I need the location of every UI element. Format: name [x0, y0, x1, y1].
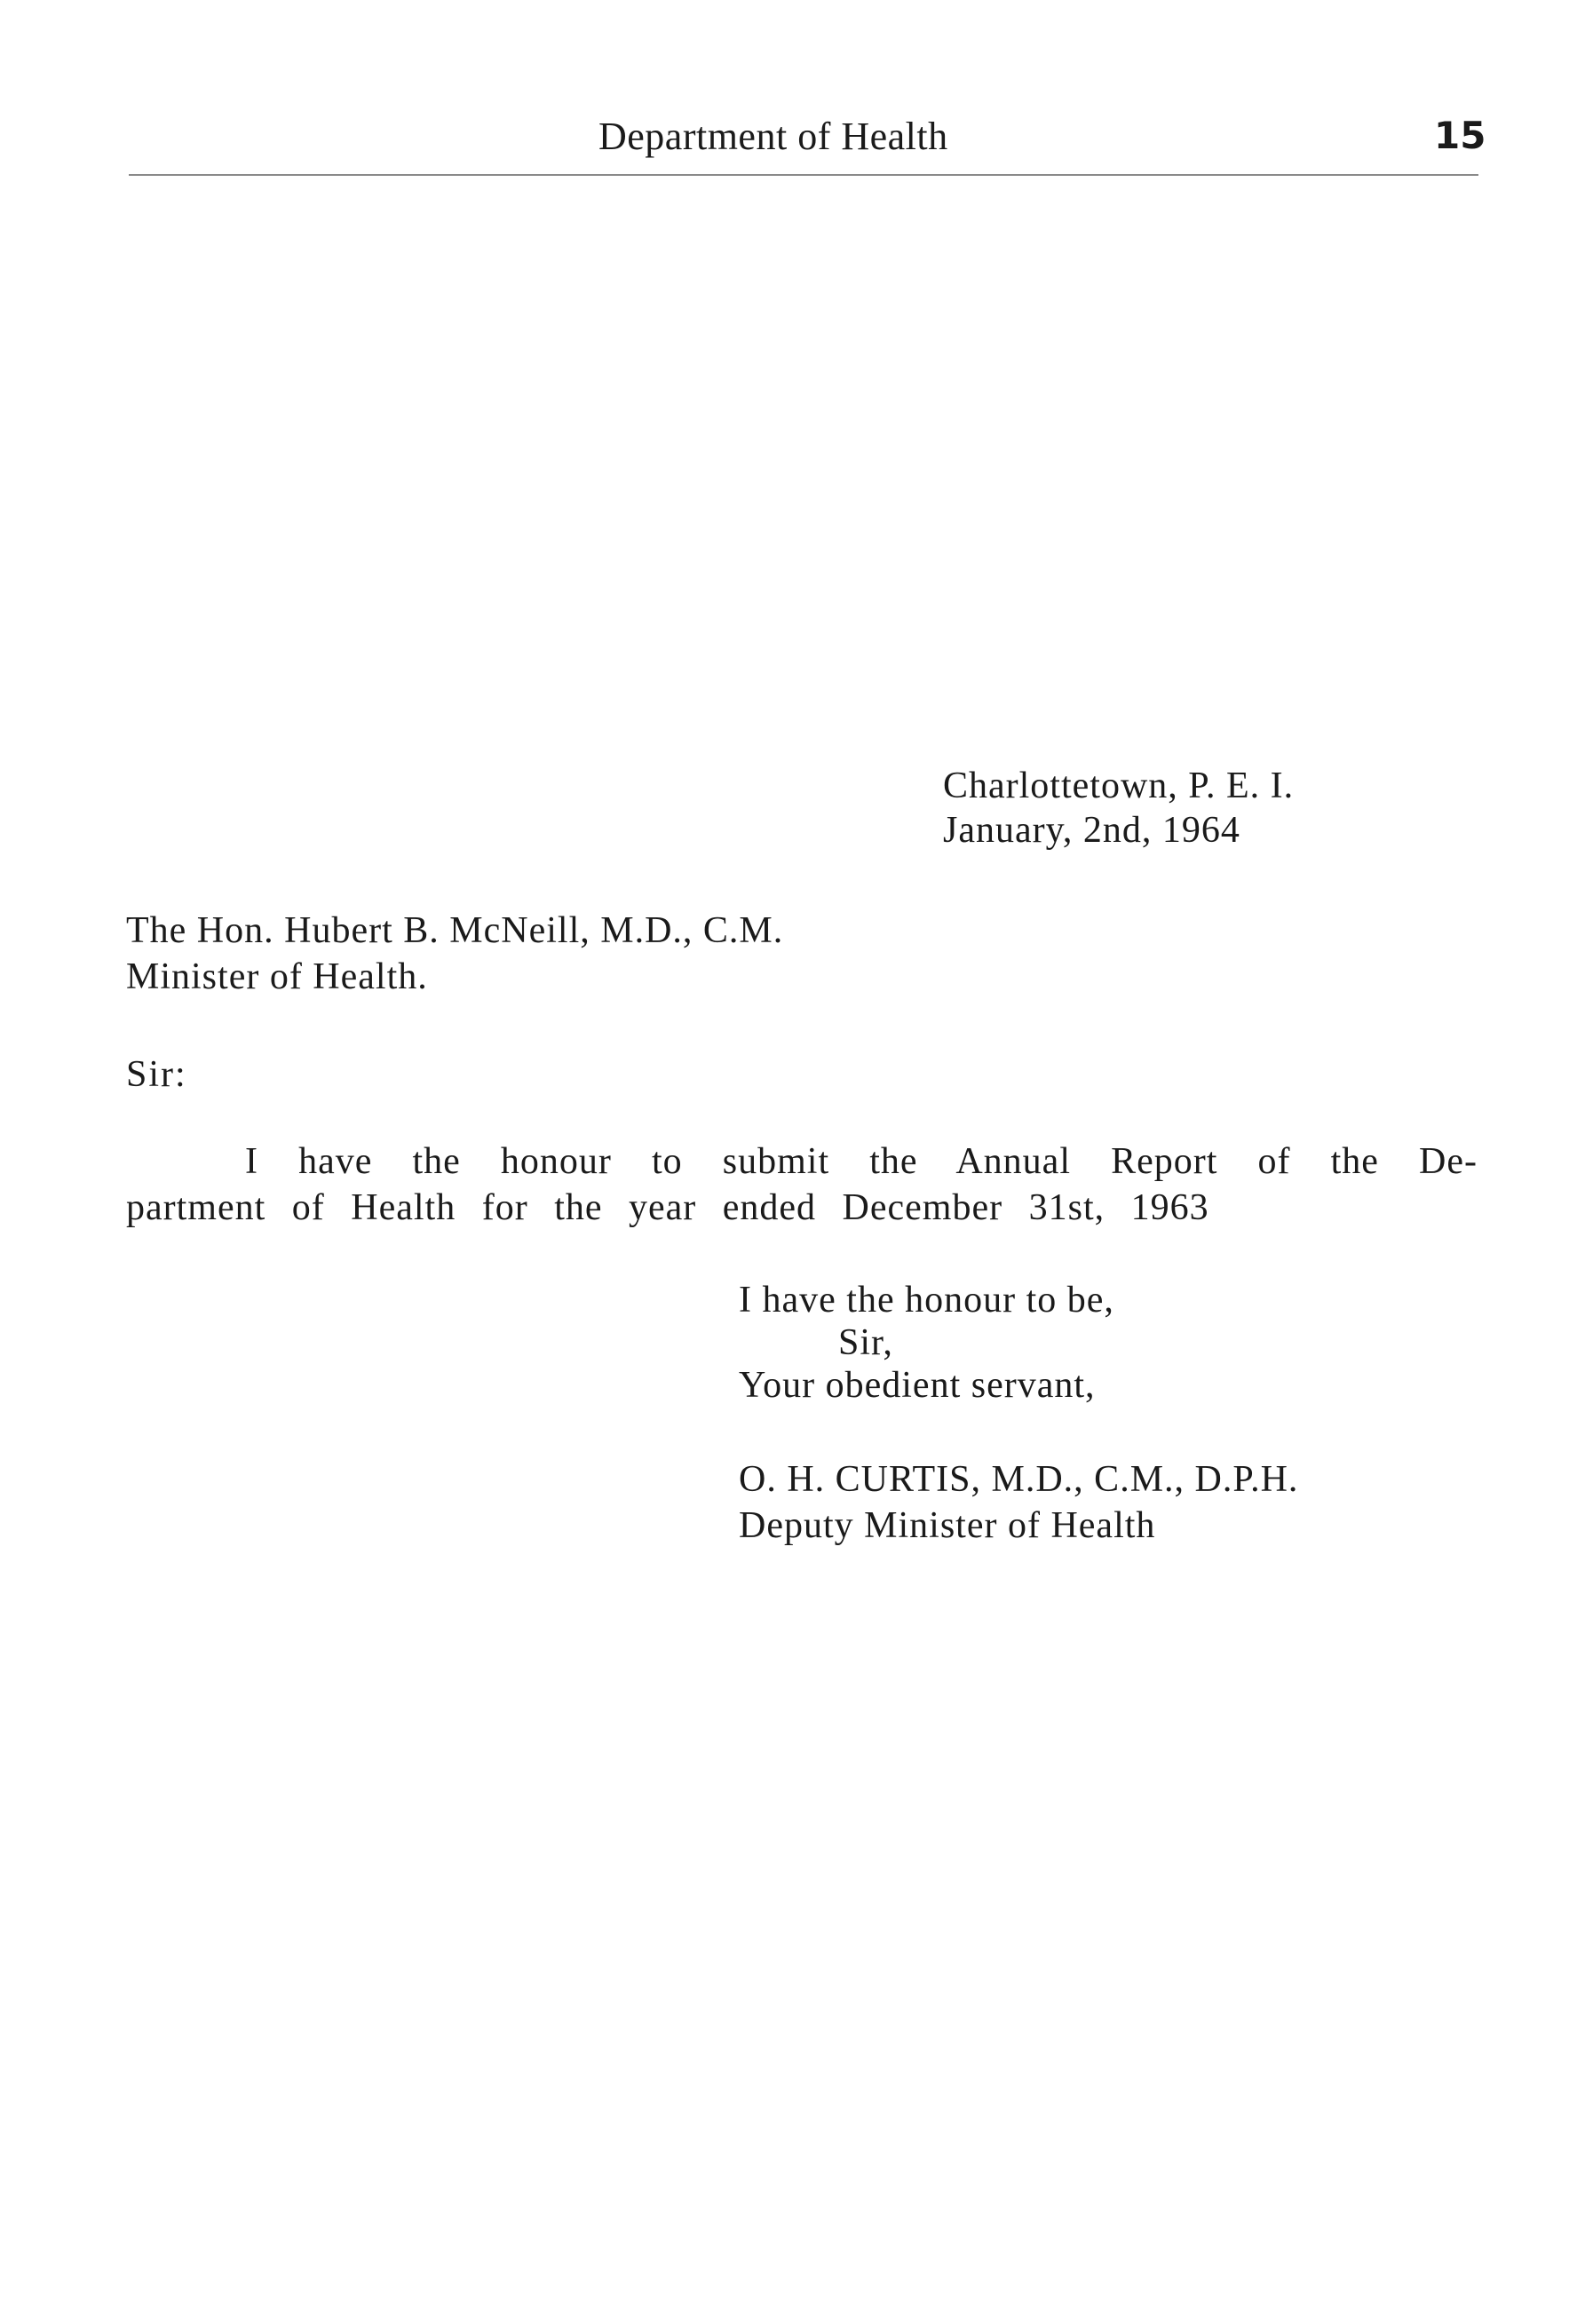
- addressee-block: [126, 908, 783, 1000]
- body-line-1: I have the honour to submit the Annual Report of the De-: [245, 1141, 1478, 1182]
- letter-body: [126, 1138, 1478, 1231]
- signatory-title: Deputy Minister of Health: [739, 1505, 1156, 1546]
- signatory-name: O. H. CURTIS, M.D., C.M., D.P.H.: [739, 1459, 1299, 1500]
- running-header: [0, 114, 1577, 167]
- dateline-date: January, 2nd, 1964: [943, 810, 1240, 851]
- addressee-name: The Hon. Hubert B. McNeill, M.D., C.M.: [126, 910, 784, 951]
- running-title: Department of Health: [598, 115, 948, 158]
- header-rule: [129, 174, 1478, 176]
- addressee-title: Minister of Health.: [126, 956, 428, 997]
- closing-line-3: Your obedient servant,: [739, 1365, 1096, 1406]
- complimentary-close: [739, 1279, 1114, 1407]
- salutation: Sir:: [126, 1054, 187, 1095]
- dateline-place: Charlottetown, P. E. I.: [943, 765, 1295, 806]
- closing-line-2: Sir,: [838, 1322, 893, 1363]
- signature-block: [739, 1456, 1298, 1549]
- page-number: 15: [1434, 114, 1486, 157]
- body-line-2: partment of Health for the year ended December 31st, 1963: [126, 1187, 1209, 1228]
- dateline: [943, 764, 1294, 853]
- closing-line-1: I have the honour to be,: [739, 1280, 1114, 1321]
